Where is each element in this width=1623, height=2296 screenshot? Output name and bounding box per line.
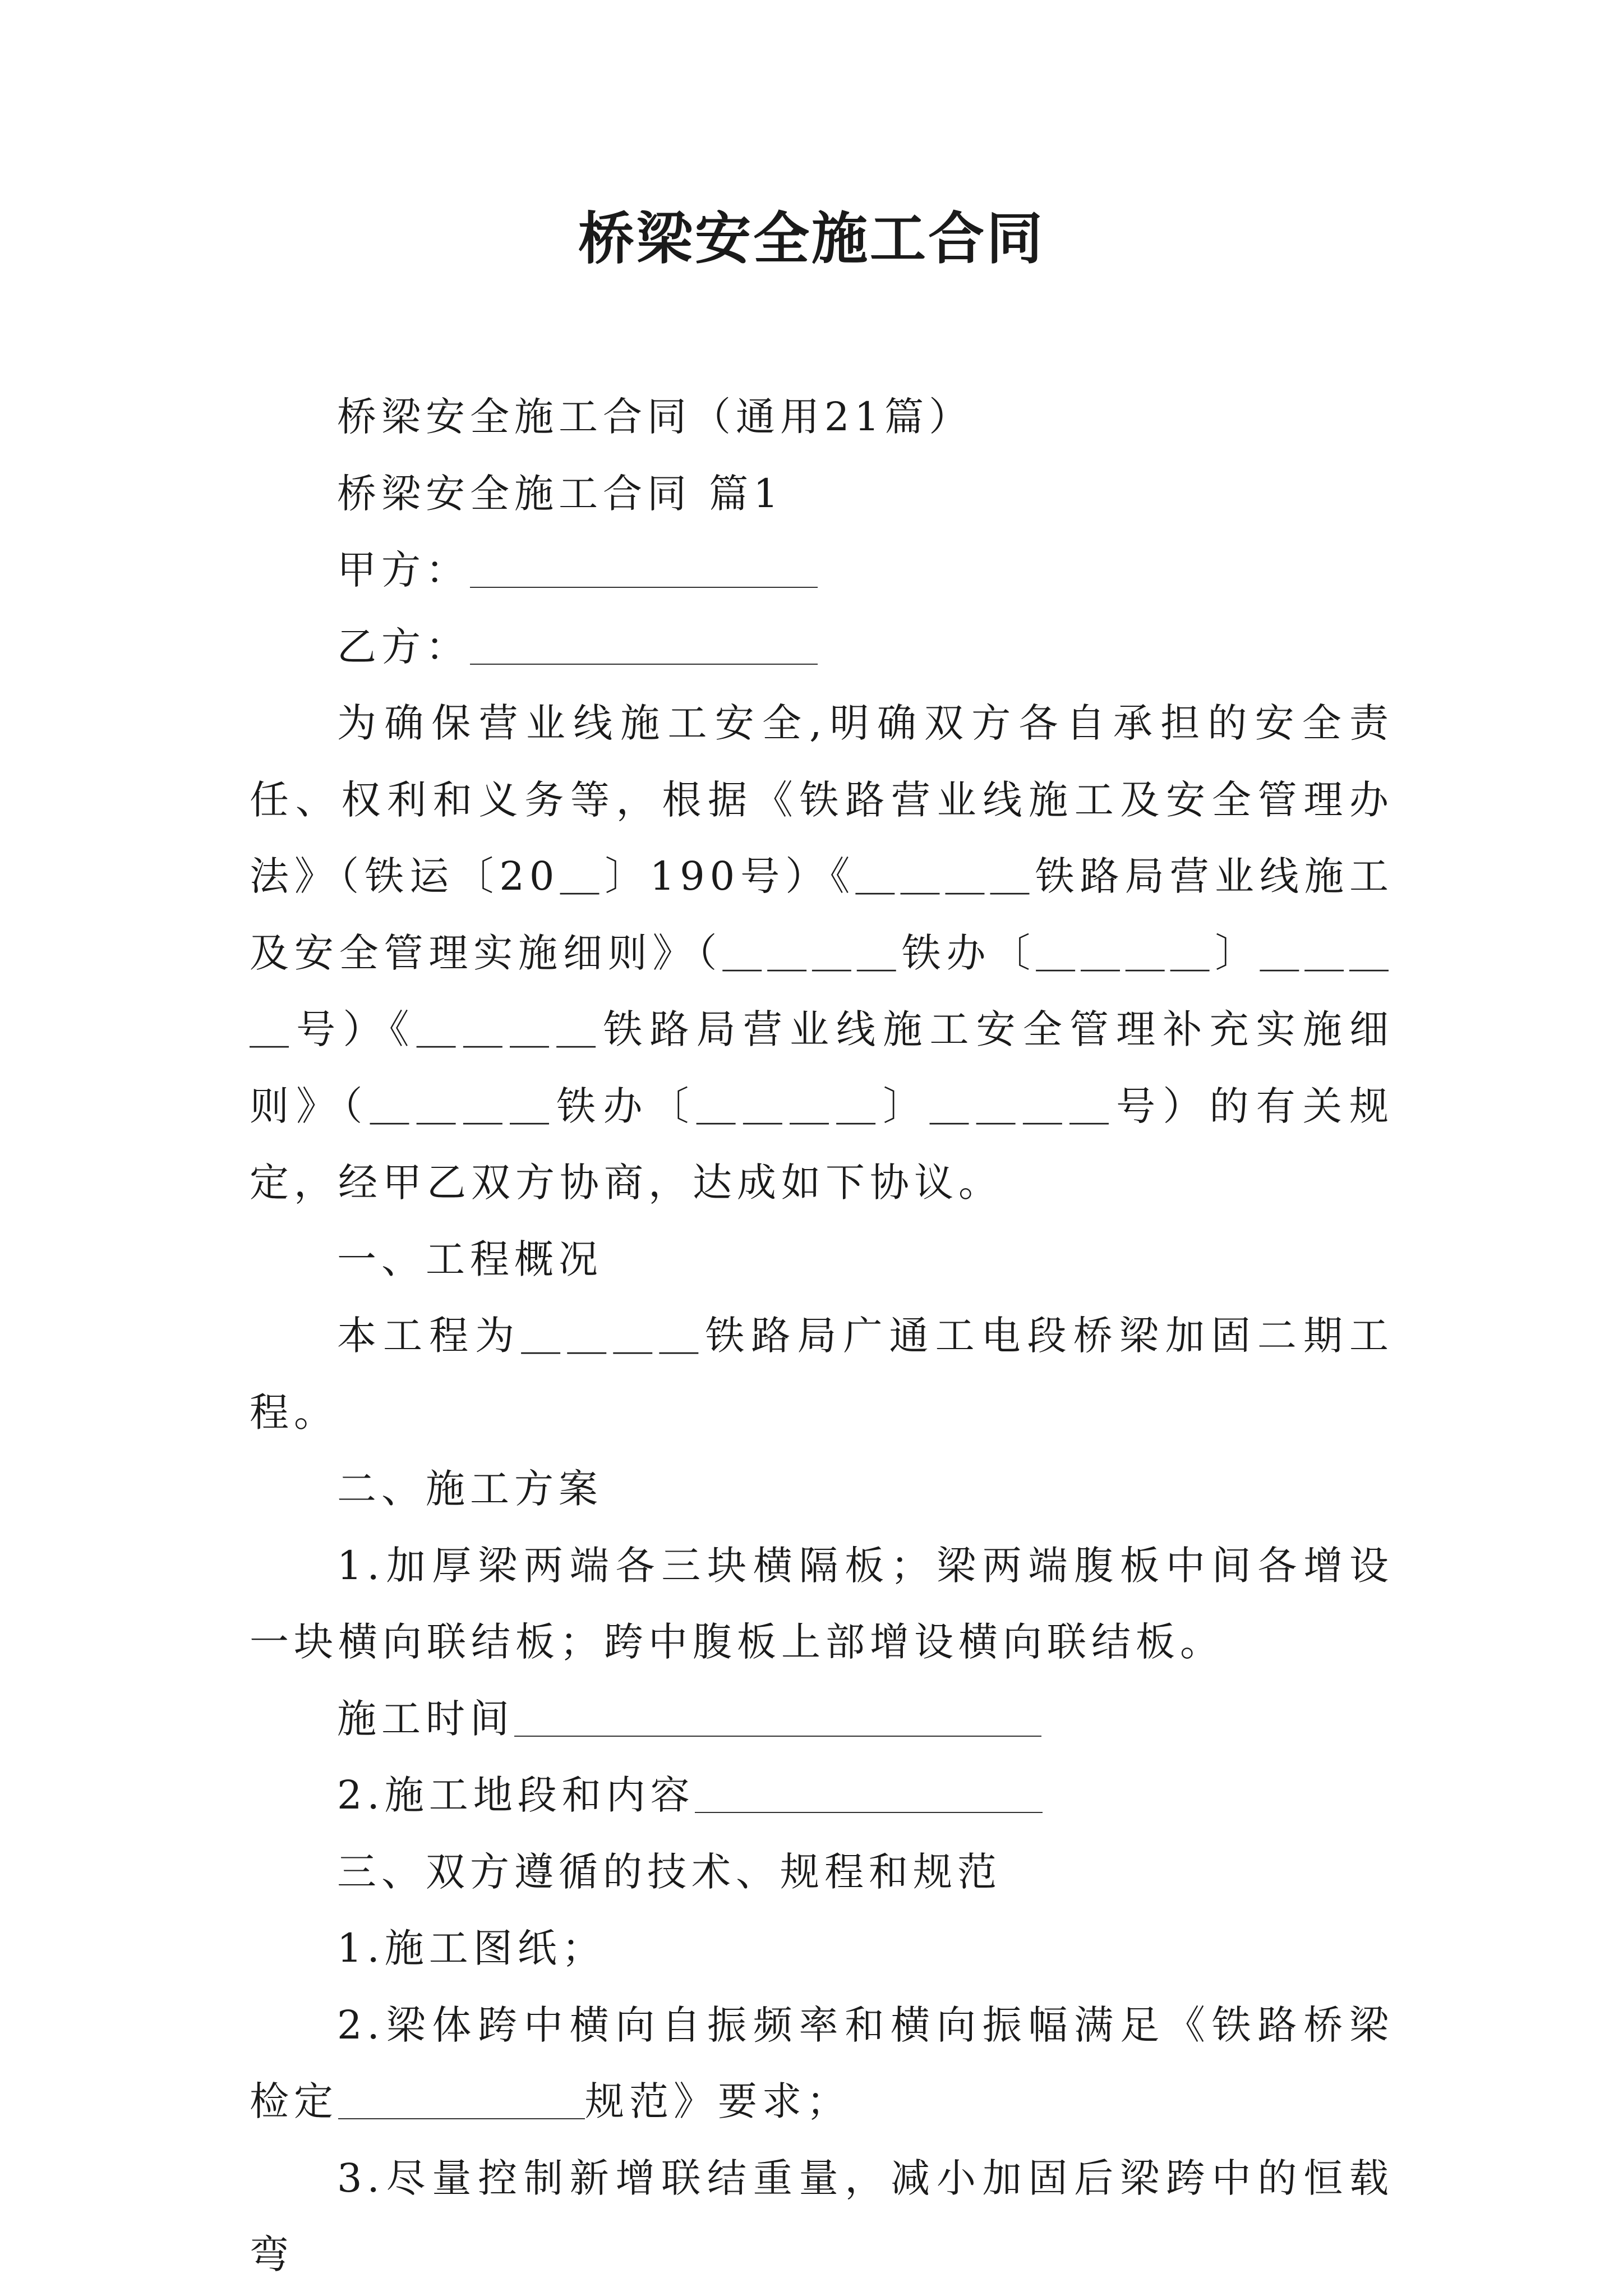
party-a-blank	[470, 546, 818, 588]
section-heading: 桥梁安全施工合同 篇1	[337, 470, 783, 517]
party-a-line	[250, 532, 1394, 609]
plan-item-2-blank	[695, 1771, 1043, 1814]
party-b-line	[250, 609, 1394, 685]
heading-construction-plan: 二、施工方案	[337, 1466, 603, 1512]
spec-item-2	[250, 1987, 1394, 2140]
spec-item-2-after: 规范》要求；	[585, 2078, 851, 2124]
party-b-label: 乙方：	[337, 623, 470, 670]
plan-item-2-label: 2.施工地段和内容	[337, 1772, 695, 1818]
intro-paragraph: 为确保营业线施工安全,明确双方各自承担的安全责任、权利和义务等，根据《铁路营业线施工及安全管理办法》（铁运〔20＿〕190号）《＿＿＿＿铁路局营业线施工及安全管理实施细则》（＿＿＿＿铁办〔＿＿＿＿〕＿＿＿＿号）《＿＿＿＿铁路局营业线施工安全管理补充实施细则》（＿＿＿＿铁办〔＿＿＿＿〕＿＿＿＿号）的有关规定，经甲乙双方协商，达成如下协议。	[250, 700, 1394, 1205]
document-body	[250, 379, 1394, 2293]
spec-item-2-before: 2.梁体跨中横向自振频率和横向振幅满足《铁路桥梁检定	[250, 2001, 1394, 2124]
plan-item-2-line	[250, 1757, 1394, 1834]
project-description: 本工程为＿＿＿＿铁路局广通工电段桥梁加固二期工程。	[250, 1313, 1394, 1435]
party-b-blank	[470, 622, 818, 665]
party-a-label: 甲方：	[337, 547, 470, 593]
construction-time-blank	[514, 1694, 1041, 1737]
spec-item-2-blank	[338, 2077, 585, 2120]
document-title: 桥梁安全施工合同	[578, 205, 1045, 272]
subtitle: 桥梁安全施工合同（通用21篇）	[337, 394, 974, 440]
construction-time-line	[250, 1681, 1394, 1757]
heading-project-overview: 一、工程概况	[337, 1236, 603, 1282]
construction-time-label: 施工时间	[337, 1695, 514, 1742]
spec-item-1: 1.施工图纸；	[337, 1925, 606, 1971]
spec-item-3: 3.尽量控制新增联结重量，减小加固后梁跨中的恒载弯	[250, 2155, 1394, 2277]
plan-item-1: 1.加厚梁两端各三块横隔板；梁两端腹板中间各增设一块横向联结板；跨中腹板上部增设横向联结板。	[250, 1542, 1394, 1665]
heading-standards: 三、双方遵循的技术、规程和规范	[337, 1848, 1002, 1895]
